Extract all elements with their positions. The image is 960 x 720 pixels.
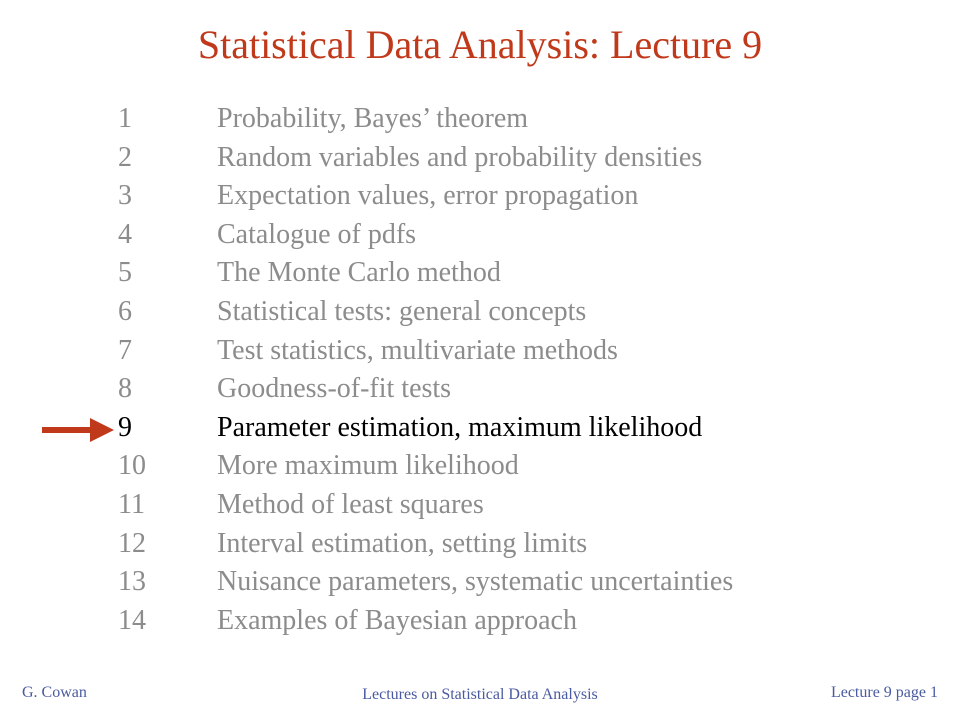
lecture-item [118, 332, 733, 371]
lecture-number: 5 [118, 257, 132, 289]
lecture-item [118, 409, 733, 448]
lecture-topic: Statistical tests: general concepts [217, 295, 587, 327]
lecture-number: 4 [118, 218, 132, 250]
lecture-number: 12 [118, 527, 146, 559]
lecture-topic: Test statistics, multivariate methods [217, 334, 618, 366]
lecture-item [118, 563, 733, 602]
lecture-number: 8 [118, 373, 132, 405]
lecture-item [118, 447, 733, 486]
footer-author: G. Cowan [22, 684, 87, 701]
lecture-item [118, 602, 733, 641]
lecture-topic: Parameter estimation, maximum likelihood [217, 411, 703, 443]
lecture-topic: Catalogue of pdfs [217, 218, 417, 250]
lecture-number: 1 [118, 103, 132, 134]
footer-page-number: Lecture 9 page 1 [830, 684, 938, 701]
lecture-topic: More maximum likelihood [217, 450, 519, 482]
lecture-item [118, 216, 733, 255]
lecture-topic: Nuisance parameters, systematic uncertainties [217, 566, 734, 598]
lecture-number: 6 [118, 295, 132, 327]
footer-course: Lectures on Statistical Data Analysis [362, 686, 598, 703]
lecture-topic: Probability, Bayes’ theorem [217, 103, 529, 134]
right-arrow-icon [42, 416, 114, 444]
lecture-item [118, 254, 733, 293]
lecture-topic: Examples of Bayesian approach [217, 604, 577, 636]
lecture-topic: Method of least squares [217, 488, 484, 520]
lecture-topic: Goodness-of-fit tests [217, 373, 452, 405]
lecture-number: 14 [118, 604, 146, 636]
lecture-number: 7 [118, 334, 132, 366]
lecture-topic: Expectation values, error propagation [217, 180, 639, 212]
lecture-item [118, 100, 733, 139]
lecture-number: 3 [118, 180, 132, 212]
lecture-topic: Interval estimation, setting limits [217, 527, 588, 559]
lecture-item [118, 293, 733, 332]
lecture-item [118, 370, 733, 409]
lecture-item [118, 139, 733, 178]
lecture-list [118, 100, 733, 640]
lecture-topic: Random variables and probability densities [217, 141, 703, 173]
lecture-number: 11 [118, 488, 145, 520]
lecture-item [118, 177, 733, 216]
lecture-number: 10 [118, 450, 146, 482]
lecture-item [118, 486, 733, 525]
lecture-item [118, 525, 733, 564]
lecture-number: 9 [118, 411, 132, 443]
lecture-number: 13 [118, 566, 146, 598]
lecture-topic: The Monte Carlo method [217, 257, 501, 289]
slide-title: Statistical Data Analysis: Lecture 9 [197, 22, 763, 67]
lecture-number: 2 [118, 141, 132, 173]
